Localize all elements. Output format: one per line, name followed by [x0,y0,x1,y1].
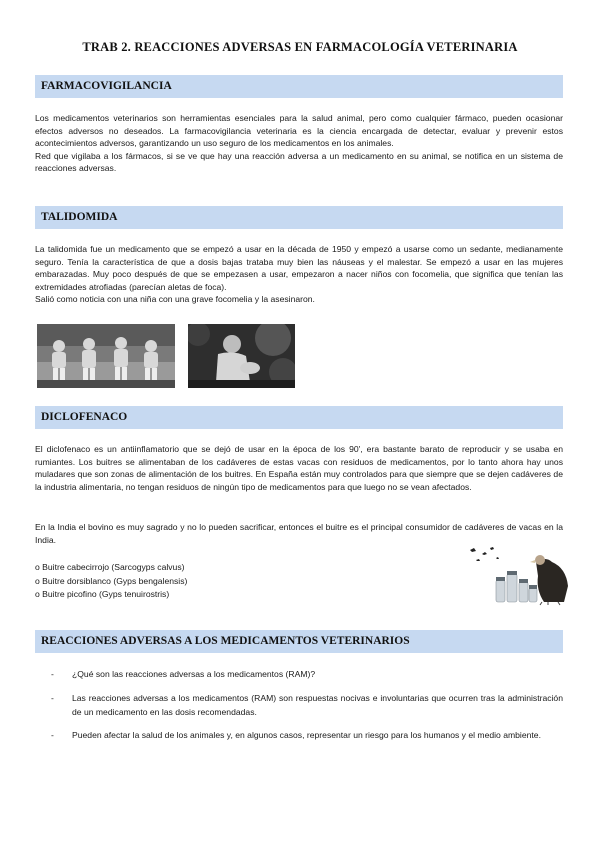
list-dash: - [51,730,54,741]
talidomida-text [35,243,563,306]
diclofenaco-india-text [35,521,563,546]
page-title: TRAB 2. REACCIONES ADVERSAS EN FARMACOLOGÍA VETERINARIA [82,40,518,54]
vulture-species-item: o Buitre picofino (Gyps tenuirostris) [35,589,170,599]
diclofenaco-paragraph-2: En la India el bovino es muy sagrado y no lo pueden sacrificar, entonces el buitre es el principal consumidor de cadáveres de vacas en la India. [35,522,563,545]
ram-list-item [35,668,563,682]
thalidomide-girl-photo [188,324,295,388]
diclofenaco-paragraph-1: El diclofenaco es un antiinflamatorio que se dejó de usar en la época de los 90', era bastante barato de reproducir y se usaba en rumiantes. Los buitres se alimentaban de los cadáveres de estas vacas con residuos de medicamentos, por lo tanto ahora hay unos muladares que son zonas de alimentación de los buitres. En España están muy controlados para que siempre que se dejen cadáveres de la industria alimentaria, no tengan residuos de ningún tipo de medicamentos para que luego no se vean afectados. [35,444,563,492]
talidomida-paragraph-2: Salió como noticia con una niña con una grave focomelia y la asesinaron. [35,294,315,305]
section-heading-farmacovigilancia: FARMACOVIGILANCIA [35,75,563,98]
farmacovigilancia-paragraph-1: Los medicamentos veterinarios son herramientas esenciales para la salud animal, pero como cualquier fármaco, pueden ocasionar efectos adversos no deseados. La farmacovigilancia veterinaria es la ciencia encargada de detectar, evaluar y prevenir estos acontecimientos adversos, garantizando un uso seguro de los medicamentos en los animales. [35,113,563,149]
diclofenaco-text [35,443,563,493]
thalidomide-children-photo [37,324,175,388]
ram-item-text: Las reacciones adversas a los medicamentos (RAM) son respuestas nocivas e involuntarias que ocurren tras la administración de un medicamento en las dosis recomendadas. [72,692,563,717]
list-dash: - [51,669,54,679]
ram-item-text: Pueden afectar la salud de los animales y, en algunos casos, representar un riesgo para los humanos y el medio ambiente. [72,730,541,741]
talidomida-paragraph-1: La talidomida fue un medicamento que se empezó a usar en la década de 1950 y empezó a usarse como un sedante, medianamente seguro. Tenía la característica de que a dosis bajas trataba muy bien las náuseas y el malestar. Se empezó a usar en las mujeres embarazadas. Muy poco después de que se empezasen a usar, empezaron a nacer niños con focomelia, que significa que tenían las extremidades atrofiadas (parecían aletas de foca). [35,244,563,292]
ram-list-item [35,692,563,720]
list-dash: - [51,692,54,703]
ram-list-item [35,729,563,743]
vulture-species-list [35,561,335,602]
farmacovigilancia-paragraph-2: Red que vigilaba a los fármacos, si se ve que hay una reacción adversa a un medicamento en su animal, se notifica en un sistema de reacciones adversas. [35,150,563,174]
vulture-medicine-vials-image [466,546,572,606]
ram-list [35,668,563,753]
section-heading-diclofenaco: DICLOFENACO [35,406,563,429]
section-heading-ram: REACCIONES ADVERSAS A LOS MEDICAMENTOS VETERINARIOS [35,630,563,653]
vulture-species-item: o Buitre dorsiblanco (Gyps bengalensis) [35,575,188,586]
ram-item-text: ¿Qué son las reacciones adversas a los medicamentos (RAM)? [72,669,316,679]
farmacovigilancia-text [35,112,563,175]
section-heading-talidomida: TALIDOMIDA [35,206,563,229]
vulture-species-item: o Buitre cabecirrojo (Sarcogyps calvus) [35,562,185,572]
